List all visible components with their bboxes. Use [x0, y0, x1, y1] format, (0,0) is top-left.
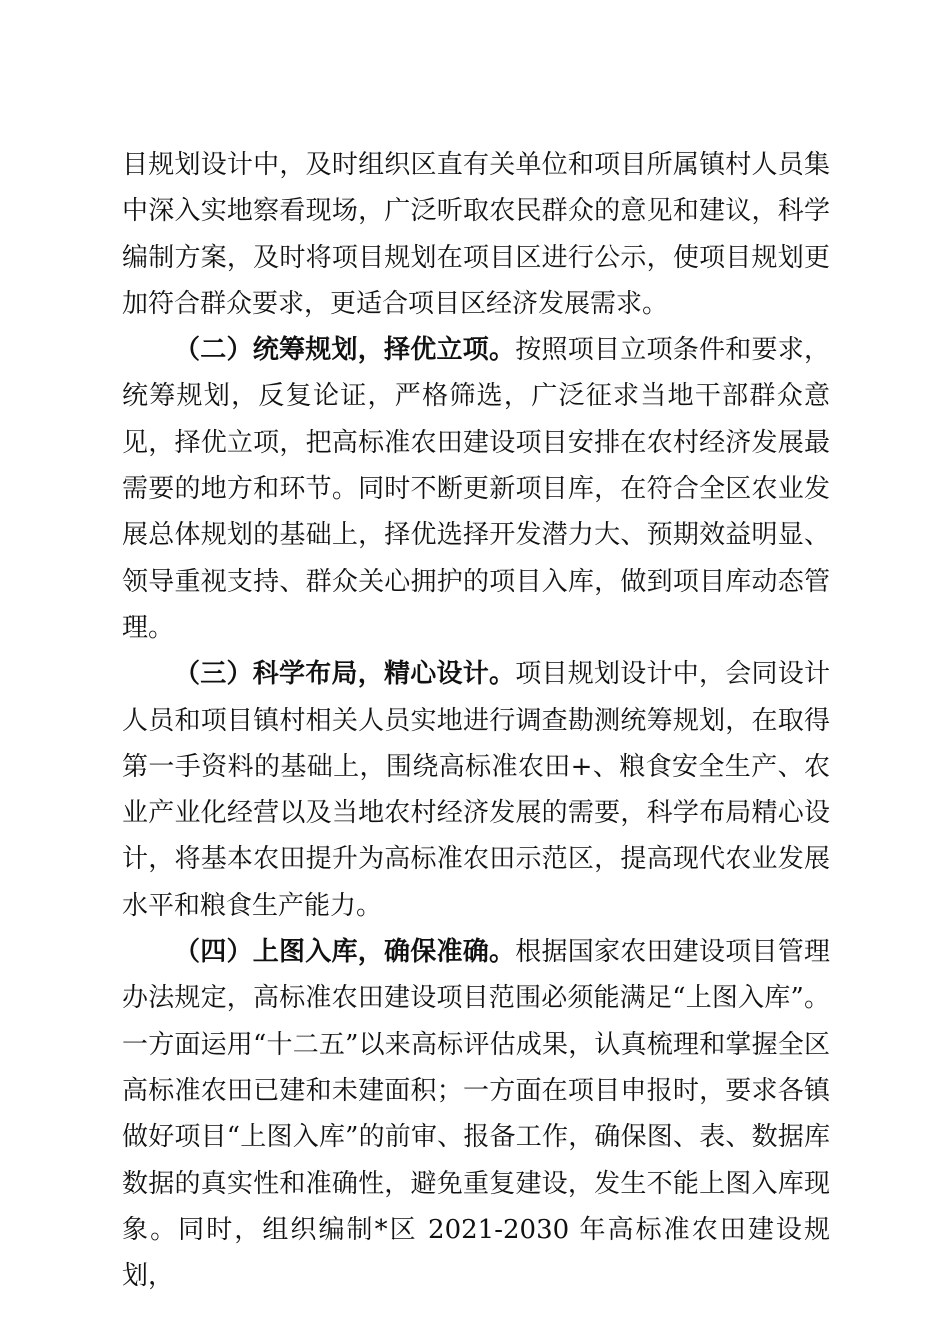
section-heading: （四）上图入库，确保准确。	[174, 937, 516, 968]
section-heading: （三）科学布局，精心设计。	[174, 659, 516, 690]
paragraph-body: 根据国家农田建设项目管理办法规定，高标准农田建设项目范围必须能满足“上图入库”。一方面运用“十二五”以来高标评估成果，认真梳理和掌握全区高标准农田已建和未建面积；一方面在项目申报时，要求各镇做好项目“上图入库”的前审、报备工作，确保图、表、数据库数据的真实性和准确性，避免重复建设，发生不能上图入库现象。同时，组织编制*区 2021-2030 年高标准农田建设规划，	[122, 937, 830, 1292]
paragraph-body: 目规划设计中，及时组织区直有关单位和项目所属镇村人员集中深入实地察看现场，广泛听取农民群众的意见和建议，科学编制方案，及时将项目规划在项目区进行公示，使项目规划更加符合群众要求，更适合项目区经济发展需求。	[122, 150, 830, 319]
paragraph-body: 项目规划设计中，会同设计人员和项目镇村相关人员实地进行调查勘测统筹规划，在取得第一手资料的基础上，围绕高标准农田+、粮食安全生产、农业产业化经营以及当地农村经济发展的需要，科学布局精心设计，将基本农田提升为高标准农田示范区，提高现代农业发展水平和粮食生产能力。	[122, 659, 830, 921]
paragraph-body: 按照项目立项条件和要求，统筹规划，反复论证，严格筛选，广泛征求当地干部群众意见，择优立项，把高标准农田建设项目安排在农村经济发展最需要的地方和环节。同时不断更新项目库，在符合全区农业发展总体规划的基础上，择优选择开发潜力大、预期效益明显、领导重视支持、群众关心拥护的项目入库，做到项目库动态管理。	[122, 335, 830, 643]
paragraph-continuation	[122, 142, 830, 327]
paragraph-section-4	[122, 929, 830, 1299]
paragraph-section-2	[122, 327, 830, 651]
document-body	[122, 142, 830, 1299]
paragraph-section-3	[122, 651, 830, 929]
section-heading: （二）统筹规划，择优立项。	[174, 335, 516, 366]
